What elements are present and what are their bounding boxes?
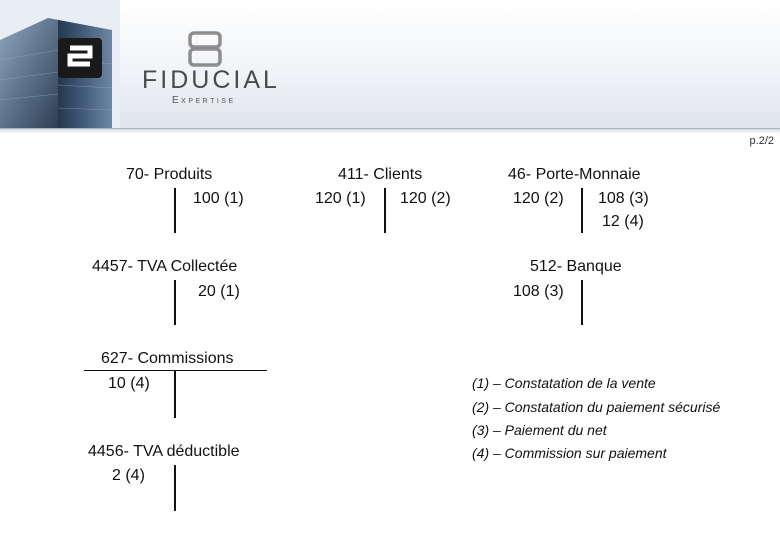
account-title-tva-deductible: 4456- TVA déductible <box>88 443 240 460</box>
brand-name: FIDUCIAL <box>142 66 280 94</box>
legend-item: (3) – Paiement du net <box>472 422 607 438</box>
debit-entry: 120 (2) <box>513 190 564 207</box>
t-account-divider <box>581 188 583 233</box>
header-shadow <box>0 128 780 134</box>
legend-item: (1) – Constatation de la vente <box>472 375 656 391</box>
credit-entry: 108 (3) <box>598 190 649 207</box>
t-account-divider <box>581 280 583 325</box>
credit-entry: 100 (1) <box>193 190 244 207</box>
t-account-divider <box>174 188 176 233</box>
fiducial-logo-icon <box>187 31 223 67</box>
credit-entry: 20 (1) <box>198 283 240 300</box>
debit-entry: 120 (1) <box>315 190 366 207</box>
account-title-produits: 70- Produits <box>126 166 213 183</box>
account-title-porte-monnaie: 46- Porte-Monnaie <box>508 166 641 183</box>
account-title-commissions: 627- Commissions <box>101 350 234 367</box>
debit-entry: 10 (4) <box>108 375 150 392</box>
header-banner <box>0 0 780 129</box>
debit-entry: 108 (3) <box>513 283 564 300</box>
t-account-divider <box>174 371 176 418</box>
credit-entry: 12 (4) <box>602 213 644 230</box>
credit-entry: 120 (2) <box>400 190 451 207</box>
account-title-clients: 411- Clients <box>338 166 423 183</box>
account-title-tva-collectee: 4457- TVA Collectée <box>92 258 238 275</box>
debit-entry: 2 (4) <box>112 467 145 484</box>
page-number: p.2/2 <box>749 135 774 147</box>
t-account-divider <box>174 280 176 325</box>
legend-item: (2) – Constatation du paiement sécurisé <box>472 399 721 415</box>
brand-subtitle: Expertise <box>172 95 236 106</box>
account-title-banque: 512- Banque <box>530 258 622 275</box>
legend-item: (4) – Commission sur paiement <box>472 445 667 461</box>
t-account-divider <box>384 188 386 233</box>
building-image <box>0 0 120 128</box>
t-account-divider <box>174 465 176 511</box>
